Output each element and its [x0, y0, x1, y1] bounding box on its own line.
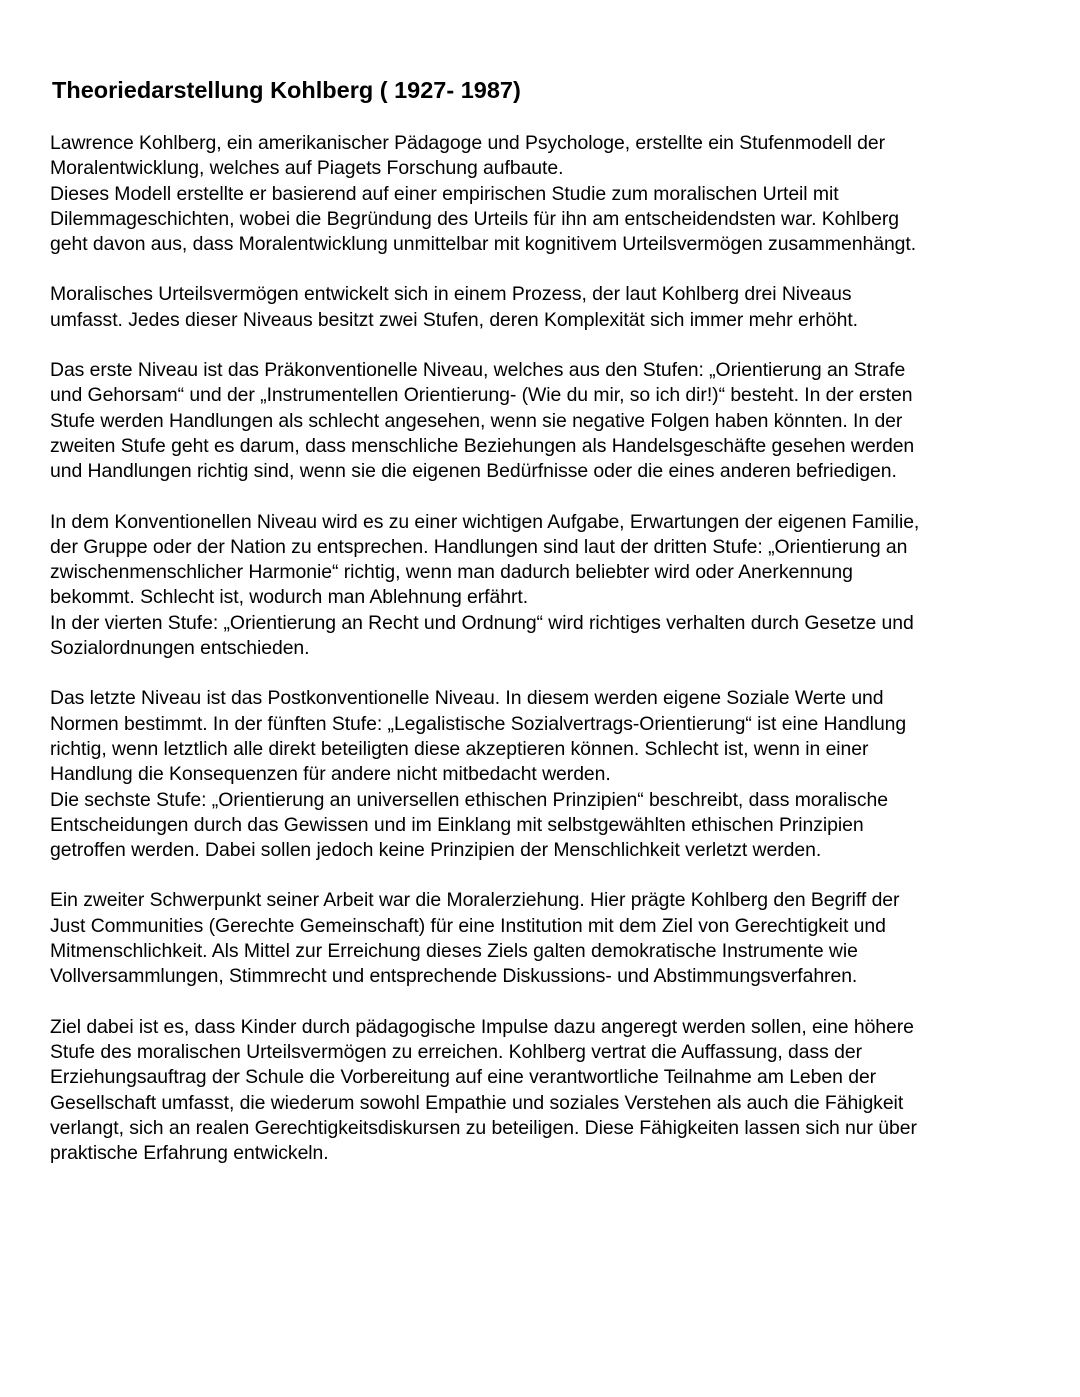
text-line: Gesellschaft umfasst, die wiederum sowohl Empathie und soziales Verstehen als auch die Fähigkeit [50, 1091, 904, 1114]
text-line: Stufe werden Handlungen als schlecht angesehen, wenn sie negative Folgen haben könnten. In der [50, 409, 903, 432]
paragraph-moral-education [50, 888, 1040, 989]
text-line: richtig, wenn letztlich alle direkt beteiligten diese akzeptieren können. Schlecht ist, wenn in einer [50, 737, 869, 760]
text-line: zweiten Stufe geht es darum, dass menschliche Beziehungen als Handelsgeschäfte gesehen werden [50, 434, 915, 457]
text-line: zwischenmenschlicher Harmonie“ richtig, wenn man dadurch beliebter wird oder Anerkennung [50, 561, 853, 584]
paragraph-preconventional-level [50, 358, 1040, 484]
text-line: der Gruppe oder der Nation zu entsprechen. Handlungen sind laut der dritten Stufe: „Orientierung an [50, 535, 908, 558]
text-line: Normen bestimmt. In der fünften Stufe: „Legalistische Sozialvertrags-Orientierung“ ist eine Handlung [50, 712, 907, 735]
text-line: Moralisches Urteilsvermögen entwickelt sich in einem Prozess, der laut Kohlberg drei Niveaus [50, 283, 852, 306]
paragraph-postconventional-level [50, 686, 1040, 863]
text-line: Dieses Modell erstellte er basierend auf einer empirischen Studie zum moralischen Urteil mit [50, 182, 839, 205]
text-line: Lawrence Kohlberg, ein amerikanischer Pädagoge und Psychologe, erstellte ein Stufenmodell der [50, 132, 886, 154]
document-title: Theoriedarstellung Kohlberg ( 1927- 1987) [52, 77, 521, 103]
paragraph-introduction [50, 131, 1040, 257]
text-line: praktische Erfahrung entwickeln. [50, 1142, 329, 1165]
text-line: Dilemmageschichten, wobei die Begründung des Urteils für ihn am entscheidendsten war. Kohlberg [50, 207, 899, 230]
text-line: Stufe des moralischen Urteilsvermögen zu erreichen. Kohlberg vertrat die Auffassung, dass der [50, 1040, 862, 1063]
text-line: bekommt. Schlecht ist, wodurch man Ablehnung erfährt. [50, 586, 529, 609]
text-line: verlangt, sich an realen Gerechtigkeitsdiskursen zu beteiligen. Diese Fähigkeiten lassen sich nur über [50, 1116, 917, 1139]
text-line: Ein zweiter Schwerpunkt seiner Arbeit war die Moralerziehung. Hier prägte Kohlberg den Begriff der [50, 889, 900, 912]
paragraph-conventional-level [50, 510, 1040, 662]
paragraph-three-levels [50, 282, 1040, 333]
text-line: In dem Konventionellen Niveau wird es zu einer wichtigen Aufgabe, Erwartungen der eigenen Familie, [50, 510, 920, 533]
text-line: Just Communities (Gerechte Gemeinschaft) für eine Institution mit dem Ziel von Gerechtigkeit und [50, 914, 886, 937]
text-line: Ziel dabei ist es, dass Kinder durch pädagogische Impulse dazu angeregt werden sollen, eine höhere [50, 1015, 914, 1038]
text-line: umfasst. Jedes dieser Niveaus besitzt zwei Stufen, deren Komplexität sich immer mehr erhöht. [50, 308, 858, 331]
text-line: Moralentwicklung, welches auf Piagets Forschung aufbaute. [50, 157, 564, 180]
text-line: und Gehorsam“ und der „Instrumentellen Orientierung- (Wie du mir, so ich dir!)“ besteht. In der ersten [50, 384, 913, 407]
text-line: Mitmenschlichkeit. Als Mittel zur Erreichung dieses Ziels galten demokratische Instrumente wie [50, 940, 858, 963]
text-line: und Handlungen richtig sind, wenn sie die eigenen Bedürfnisse oder die eines anderen befriedigen. [50, 460, 897, 483]
text-line: Entscheidungen durch das Gewissen und im Einklang mit selbstgewählten ethischen Prinzipien [50, 813, 864, 836]
paragraph-educational-goal [50, 1015, 1040, 1167]
text-line: Sozialordnungen entschieden. [50, 637, 310, 660]
text-line: Erziehungsauftrag der Schule die Vorbereitung auf eine verantwortliche Teilnahme am Leben der [50, 1066, 877, 1089]
text-line: geht davon aus, dass Moralentwicklung unmittelbar mit kognitivem Urteilsvermögen zusammenhängt. [50, 233, 917, 256]
document-body [50, 131, 1040, 1191]
text-line: getroffen werden. Dabei sollen jedoch keine Prinzipien der Menschlichkeit verletzt werden. [50, 839, 822, 862]
text-line: In der vierten Stufe: „Orientierung an Recht und Ordnung“ wird richtiges verhalten durch Gesetze und [50, 611, 914, 634]
text-line: Das erste Niveau ist das Präkonventionelle Niveau, welches aus den Stufen: „Orientierung an Strafe [50, 359, 906, 382]
text-line: Handlung die Konsequenzen für andere nicht mitbedacht werden. [50, 763, 611, 786]
text-line: Das letzte Niveau ist das Postkonventionelle Niveau. In diesem werden eigene Soziale Werte und [50, 687, 884, 710]
text-line: Die sechste Stufe: „Orientierung an universellen ethischen Prinzipien“ beschreibt, dass moralische [50, 788, 888, 811]
text-line: Vollversammlungen, Stimmrecht und entsprechende Diskussions- und Abstimmungsverfahren. [50, 965, 858, 988]
